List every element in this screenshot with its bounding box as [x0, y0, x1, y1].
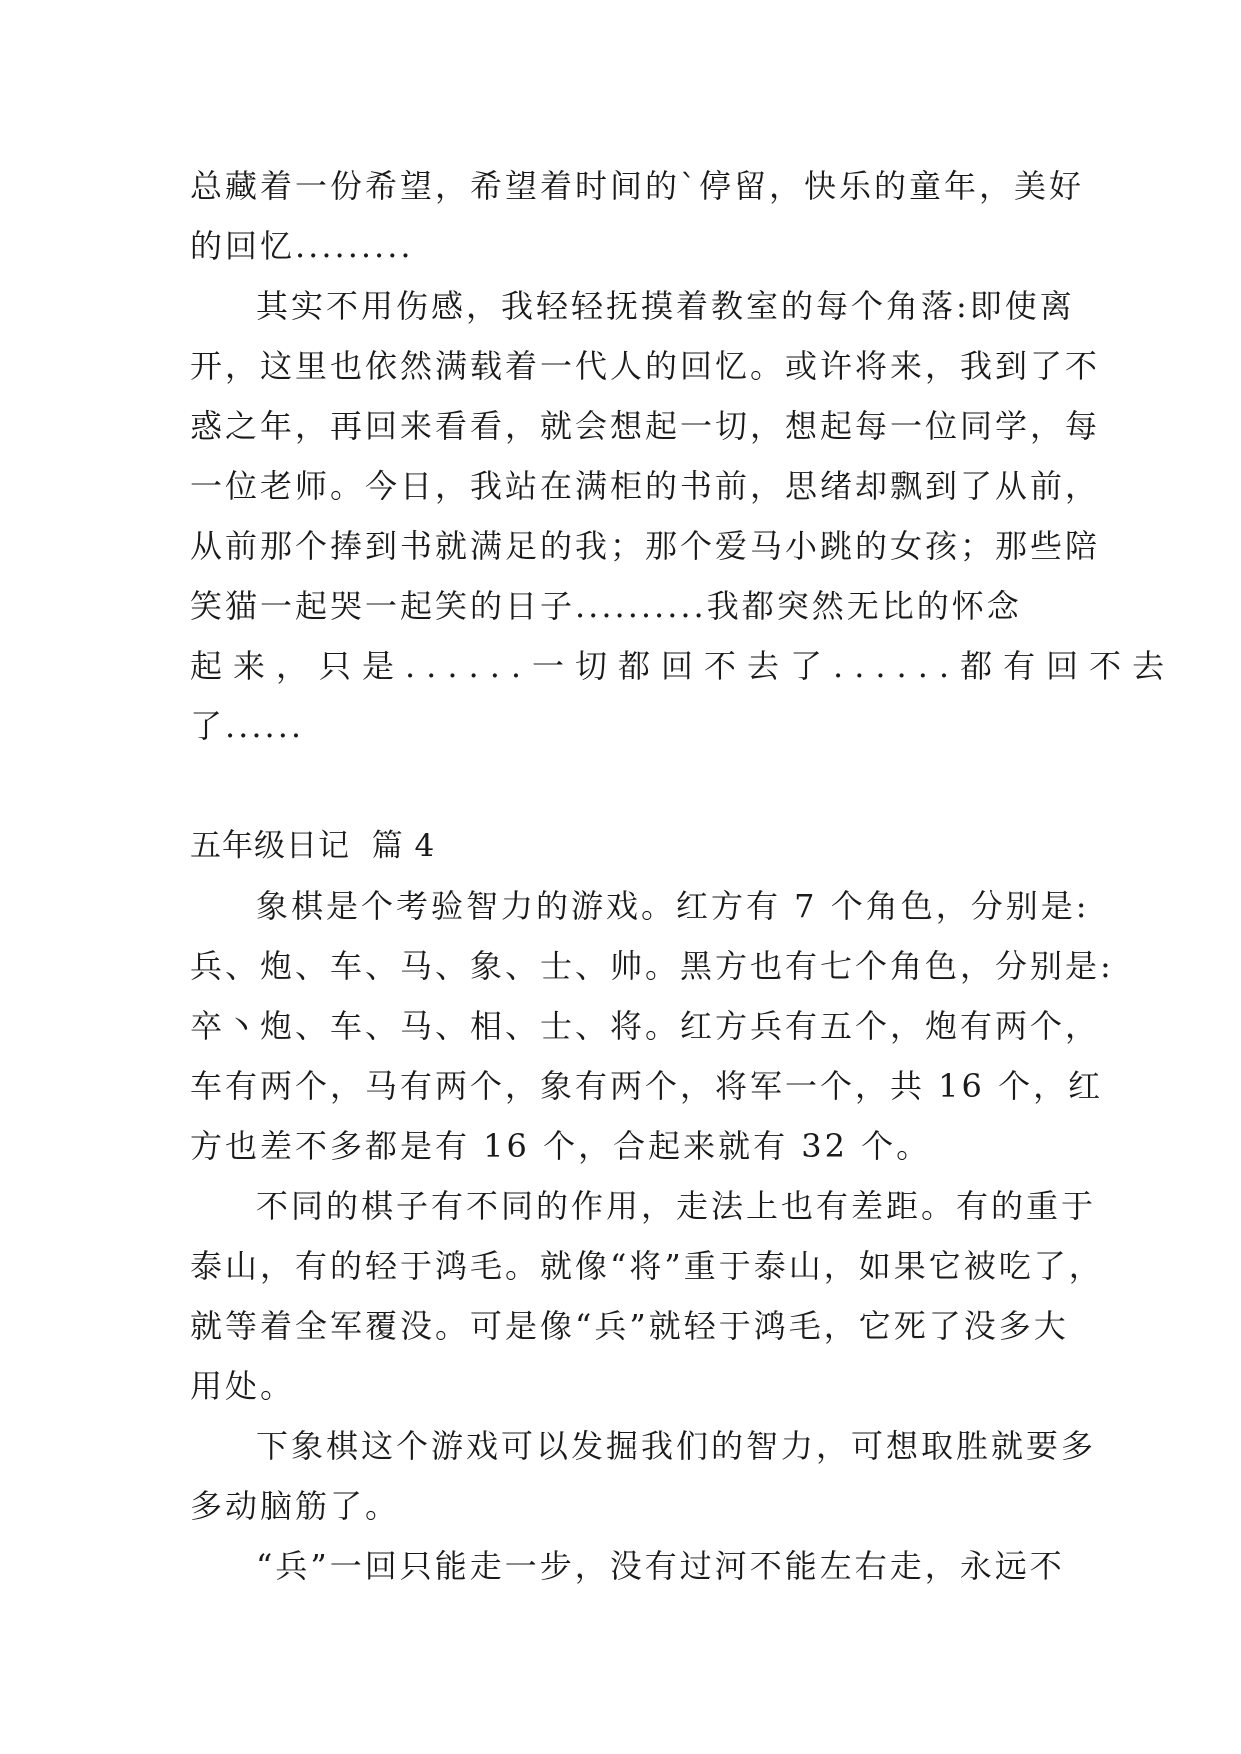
- text-line: 其实不用伤感，我轻轻抚摸着教室的每个角落:即使离: [256, 287, 1075, 325]
- text-line: 多动脑筋了。: [190, 1487, 401, 1525]
- paragraph-functions: [190, 1176, 1104, 1416]
- text-line: 一位老师。今日，我站在满柜的书前，思绪却飘到了从前，: [190, 467, 1101, 505]
- text-line: 笑猫一起哭一起笑的日子..........我都突然无比的怀念: [190, 587, 1022, 625]
- text-line: 用处。: [190, 1367, 296, 1405]
- text-line: 从前那个捧到书就满足的我；那个爱马小跳的女孩；那些陪: [190, 527, 1101, 565]
- text-line: 象棋是个考验智力的游戏。红方有 7 个角色，分别是:: [256, 887, 1090, 925]
- text-line: 下象棋这个游戏可以发掘我们的智力，可想取胜就要多: [256, 1427, 1097, 1465]
- text-line: 惑之年，再回来看看，就会想起一切，想起每一位同学，每: [190, 407, 1101, 445]
- section-heading: 五年级日记 篇 4: [190, 828, 436, 864]
- text-line: 就等着全军覆没。可是像“兵”就轻于鸿毛，它死了没多大: [190, 1307, 1069, 1345]
- text-line: 方也差不多都是有 16 个，合起来就有 32 个。: [190, 1127, 932, 1165]
- text-line: “兵”一回只能走一步，没有过河不能左右走，永远不: [256, 1547, 1065, 1585]
- text-line: 了......: [190, 707, 305, 745]
- paragraph-soldier: [190, 1536, 1065, 1596]
- text-line: 兵、炮、车、马、象、士、帅。黑方也有七个角色，分别是:: [190, 947, 1114, 985]
- paragraph-reflection: [190, 276, 1176, 756]
- text-line: 卒丶炮、车、马、相、士、将。红方兵有五个，炮有两个，: [190, 1007, 1101, 1045]
- paragraph-roles: [190, 876, 1114, 1176]
- document-body: [190, 156, 1176, 1596]
- paragraph-wisdom: [190, 1416, 1097, 1536]
- text-line: 的回忆.........: [190, 227, 414, 265]
- text-line: 泰山，有的轻于鸿毛。就像“将”重于泰山，如果它被吃了，: [190, 1247, 1104, 1285]
- text-line: 车有两个，马有两个，象有两个，将军一个，共 16 个，红: [190, 1067, 1104, 1105]
- text-line: 不同的棋子有不同的作用，走法上也有差距。有的重于: [256, 1187, 1097, 1225]
- text-line: 起来，只是......一切都回不去了......都有回不去: [190, 647, 1176, 685]
- text-line: 开，这里也依然满载着一代人的回忆。或许将来，我到了不: [190, 347, 1101, 385]
- text-line: 总藏着一份希望，希望着时间的`停留，快乐的童年，美好: [190, 167, 1085, 205]
- paragraph-continuation: [190, 156, 1085, 276]
